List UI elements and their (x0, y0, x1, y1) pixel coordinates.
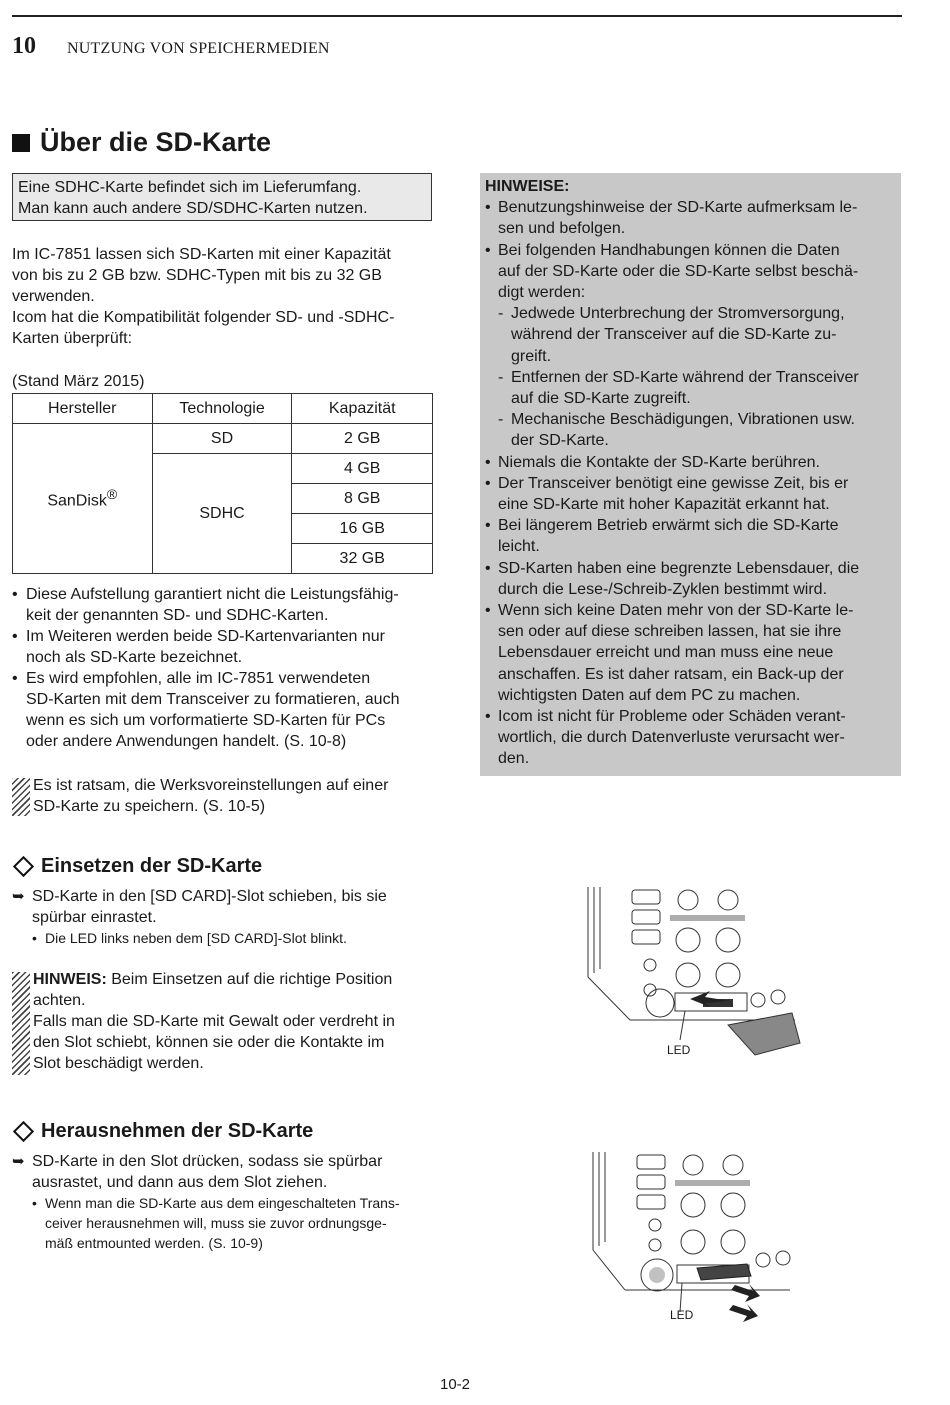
manufacturer-cell (13, 424, 153, 574)
list-item: • Icom ist nicht für Probleme oder Schäden verant- wortlich, die durch Datenverluste verursacht wer- den. (485, 706, 895, 770)
table-row (13, 424, 433, 454)
remove-illustration (585, 1150, 800, 1325)
line: ceiver herausnehmen will, muss sie zuvor ordnungsge- (45, 1215, 387, 1231)
remove-heading (12, 1120, 313, 1143)
page-number: 10-2 (440, 1376, 471, 1393)
intro-line: Karten überprüft: (12, 330, 133, 347)
line: digt werden: (498, 284, 586, 302)
line: sen und befolgen. (498, 220, 626, 238)
list-subitem: - Entfernen der SD-Karte während der Transceiver auf die SD-Karte zugreift. (485, 367, 895, 409)
section-title-text: Über die SD-Karte (40, 127, 272, 157)
section-title (12, 127, 271, 158)
line: Es wird empfohlen, alle im IC-7851 verwendeten (26, 670, 371, 687)
list-item: • Es wird empfohlen, alle im IC-7851 verwendeten SD-Karten mit dem Transceiver zu formatieren, auch wenn es sich um vorformatierte SD-Karten für PCs oder andere Anwendungen handelt. (S. 10-8) (12, 668, 433, 752)
list-item: • Benutzungshinweise der SD-Karte aufmerksam le- sen und befolgen. (485, 197, 895, 239)
header-rule (12, 15, 902, 17)
intro-line: Icom hat die Kompatibilität folgender SD- und -SDHC- (12, 309, 395, 326)
diamond-icon (13, 1121, 34, 1142)
line: durch die Lese-/Schreib-Zyklen bestimmt wird. (498, 580, 828, 598)
step-item (12, 886, 433, 928)
line: Slot beschädigt werden. (33, 1055, 204, 1072)
line: spürbar einrastet. (32, 909, 157, 926)
line: den. (498, 750, 530, 768)
line: SD-Karte in den [SD CARD]-Slot schieben, bis sie (32, 888, 387, 905)
line: Im Weiteren werden beide SD-Kartenvarianten nur (26, 628, 385, 645)
list-item: • Wenn sich keine Daten mehr von der SD-Karte le- sen oder auf diese schreiben lassen, hat sie ihre Lebensdauer erreicht und man muss eine neue anschaffen. Es ist daher ratsam, ein Back-up der wichtigsten Daten auf dem PC zu machen. (485, 600, 895, 706)
list-item: • Bei folgenden Handhabungen können die Daten auf der SD-Karte oder die SD-Karte selbst beschä- digt werden: (485, 240, 895, 304)
line: achten. (33, 992, 86, 1009)
list-item: • SD-Karten haben eine begrenzte Lebensdauer, die durch die Lese-/Schreib-Zyklen bestimmt wird. (485, 558, 895, 600)
tech-cell: SD (152, 424, 292, 454)
capacity-cell: 32 GB (292, 544, 433, 574)
square-bullet-icon (12, 134, 30, 152)
capacity-cell: 16 GB (292, 514, 433, 544)
compatibility-table (12, 393, 433, 574)
registered-mark: ® (106, 486, 118, 503)
insert-note (33, 969, 433, 1074)
capacity-cell: 2 GB (292, 424, 433, 454)
line: Benutzungshinweise der SD-Karte aufmerksam le- (498, 199, 858, 217)
remove-step (12, 1151, 433, 1253)
line: Mechanische Beschädigungen, Vibrationen usw. (511, 411, 855, 429)
line: Icom ist nicht für Probleme oder Schäden verant- (498, 708, 846, 726)
chapter-number: 10 (12, 33, 36, 59)
line: wichtigsten Daten auf dem PC zu machen. (498, 686, 801, 704)
table-header: Hersteller (13, 394, 153, 424)
note-marker-icon (12, 972, 30, 1075)
intro-paragraph (12, 244, 394, 349)
line: sen oder auf diese schreiben lassen, hat sie ihre (498, 623, 842, 641)
line: auf die SD-Karte zugreift. (511, 390, 691, 408)
arrow-icon: ➥ (12, 1153, 25, 1170)
line: während der Transceiver auf die SD-Karte zu- (511, 326, 837, 344)
line: den Slot schiebt, können sie oder die Kontakte im (33, 1034, 385, 1051)
line: Falls man die SD-Karte mit Gewalt oder verdreht in (33, 1013, 395, 1030)
line: Die LED links neben dem [SD CARD]-Slot blinkt. (45, 930, 347, 946)
line: oder andere Anwendungen handelt. (S. 10-8) (26, 733, 347, 750)
line: ausrastet, und dann aus dem Slot ziehen. (32, 1174, 328, 1191)
table-header: Kapazität (292, 394, 433, 424)
insert-heading-text: Einsetzen der SD-Karte (41, 855, 263, 877)
list-item: • Niemals die Kontakte der SD-Karte berühren. (485, 452, 895, 473)
step-subnote: • Die LED links neben dem [SD CARD]-Slot blinkt. (32, 930, 347, 946)
line: wenn es sich um vorformatierte SD-Karten für PCs (26, 712, 386, 729)
led-label: LED (667, 1043, 691, 1057)
note-text: Beim Einsetzen auf die richtige Position (106, 971, 393, 988)
line: greift. (511, 347, 552, 365)
table-header: Technologie (152, 394, 292, 424)
line: Der Transceiver benötigt eine gewisse Zeit, bis er (498, 474, 849, 492)
arrow-icon: ➥ (12, 888, 25, 905)
line: leicht. (498, 538, 540, 556)
tip-text (33, 775, 433, 817)
hinweise-box (480, 173, 901, 776)
line: Wenn man die SD-Karte aus dem eingeschalteten Trans- (45, 1195, 400, 1211)
line: Niemals die Kontakte der SD-Karte berühren. (498, 453, 820, 471)
capacity-cell: 4 GB (292, 454, 433, 484)
line: Diese Aufstellung garantiert nicht die Leistungsfähig- (26, 586, 399, 603)
info-line: Man kann auch andere SD/SDHC-Karten nutzen. (18, 200, 368, 217)
step-subnote: • Wenn man die SD-Karte aus dem eingeschalteten Trans- ceiver herausnehmen will, muss sie zuvor ordnungsge- mäß entmounted werden. (S. 10-9) (32, 1193, 433, 1253)
line: Bei längerem Betrieb erwärmt sich die SD-Karte (498, 517, 839, 535)
line: SD-Karten haben eine begrenzte Lebensdauer, die (498, 559, 860, 577)
line: Bei folgenden Handhabungen können die Daten (498, 241, 840, 259)
insert-illustration (580, 885, 805, 1060)
list-item: • Diese Aufstellung garantiert nicht die Leistungsfähig- keit der genannten SD- und SDHC-Karten. (12, 584, 433, 626)
line: keit der genannten SD- und SDHC-Karten. (26, 607, 329, 624)
intro-line: Im IC-7851 lassen sich SD-Karten mit einer Kapazität (12, 246, 391, 263)
info-line: Eine SDHC-Karte befindet sich im Lieferumfang. (18, 179, 362, 196)
intro-line: verwenden. (12, 288, 95, 305)
line: Lebensdauer erreicht und man muss eine neue (498, 644, 834, 662)
info-box (12, 173, 432, 221)
list-item: • Bei längerem Betrieb erwärmt sich die SD-Karte leicht. (485, 515, 895, 557)
line: Entfernen der SD-Karte während der Transceiver (511, 368, 859, 386)
line: noch als SD-Karte bezeichnet. (26, 649, 243, 666)
step-item (12, 1151, 433, 1193)
table-header-row (13, 394, 433, 424)
line (33, 969, 433, 990)
table-notes (12, 584, 433, 752)
line: Es ist ratsam, die Werksvoreinstellungen auf einer (33, 777, 389, 794)
intro-line: von bis zu 2 GB bzw. SDHC-Typen mit bis zu 32 GB (12, 267, 382, 284)
list-item: • Der Transceiver benötigt eine gewisse Zeit, bis er eine SD-Karte mit hoher Kapazität erkannt hat. (485, 473, 895, 515)
insert-step (12, 886, 433, 948)
line: eine SD-Karte mit hoher Kapazität erkannt hat. (498, 496, 830, 514)
line: der SD-Karte. (511, 432, 609, 450)
line: Jedwede Unterbrechung der Stromversorgung, (511, 305, 845, 323)
remove-heading-text: Herausnehmen der SD-Karte (41, 1120, 314, 1142)
stand-date: (Stand März 2015) (12, 373, 145, 390)
list-subitem: - Jedwede Unterbrechung der Stromversorgung, während der Transceiver auf die SD-Karte zu- greift. (485, 303, 895, 367)
line: wortlich, die durch Datenverluste verursacht wer- (498, 729, 845, 747)
led-label: LED (670, 1308, 694, 1322)
list-item: • Im Weiteren werden beide SD-Kartenvarianten nur noch als SD-Karte bezeichnet. (12, 626, 433, 668)
line: SD-Karte zu speichern. (S. 10-5) (33, 798, 266, 815)
list-subitem: - Mechanische Beschädigungen, Vibrationen usw. der SD-Karte. (485, 409, 895, 451)
line: SD-Karte in den Slot drücken, sodass sie spürbar (32, 1153, 383, 1170)
line: auf der SD-Karte oder die SD-Karte selbst beschä- (498, 262, 859, 280)
diamond-icon (13, 856, 34, 877)
line: mäß entmounted werden. (S. 10-9) (45, 1235, 263, 1251)
note-label: HINWEIS: (33, 971, 107, 988)
insert-heading (12, 855, 262, 878)
line: Wenn sich keine Daten mehr von der SD-Karte le- (498, 602, 854, 620)
manufacturer-name: SanDisk (47, 492, 107, 510)
line: anschaffen. Es ist daher ratsam, ein Back-up der (498, 665, 844, 683)
capacity-cell: 8 GB (292, 484, 433, 514)
hinweise-title: HINWEISE: (485, 178, 570, 195)
tech-cell: SDHC (152, 454, 292, 574)
tip-marker-icon (12, 778, 30, 816)
line: SD-Karten mit dem Transceiver zu formatieren, auch (26, 691, 400, 708)
chapter-title: NUTZUNG VON SPEICHERMEDIEN (67, 40, 330, 57)
